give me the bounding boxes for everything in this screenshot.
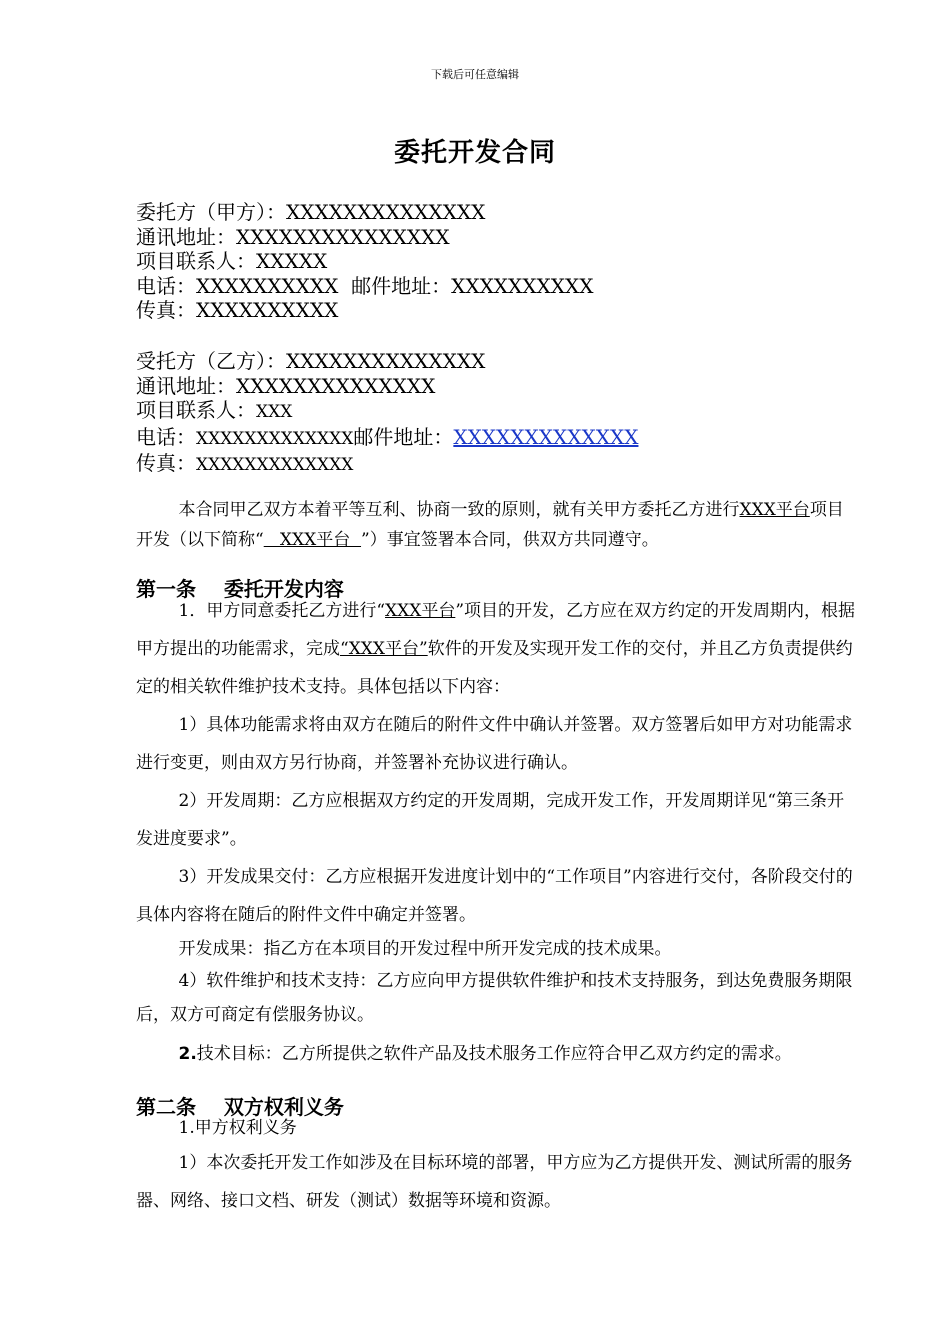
party-a-phone-email: 电话：XXXXXXXXXX 邮件地址：XXXXXXXXXX: [136, 273, 594, 298]
article-1-item-3: 3）开发成果交付：乙方应根据开发进度计划中的“工作项目”内容进行交付，各阶段交付的具体内容将在随后的附件文件中确定并签署。: [136, 867, 853, 925]
clause-1-text-a: 1．甲方同意委托乙方进行“: [178, 601, 386, 621]
party-a-name: 委托方（甲方）：XXXXXXXXXXXXXX: [136, 200, 486, 224]
article-1-body: [136, 592, 858, 1076]
party-b-email-label: 邮件地址：: [353, 424, 454, 449]
party-b-name: 受托方（乙方）：XXXXXXXXXXXXXX: [136, 349, 486, 373]
clause-1-text-c: 软件的开发及实现开发工作的交付，并且乙方负责提供约定的相关软件维护技术支持。具体包括以下内容：: [136, 639, 853, 697]
party-b-phone-value: XXXXXXXXXXXXX: [196, 428, 354, 449]
intro-short-name: XXX平台: [263, 530, 362, 550]
party-b-contact-value: XXX: [256, 402, 293, 422]
party-a-contact: 项目联系人：XXXXX: [136, 249, 328, 273]
party-b-phone-email: [136, 425, 856, 452]
article-1-clause-1: [136, 592, 858, 706]
article-1-deliverable-definition: 开发成果：指乙方在本项目的开发过程中所开发完成的技术成果。: [178, 939, 672, 959]
party-b-phone-label: 电话：: [136, 424, 196, 449]
clause-1-platform-quote: “XXX平台”: [340, 639, 428, 659]
party-b-fax-value: XXXXXXXXXXXXX: [196, 455, 354, 475]
article-2-section-1: 1.甲方权利义务: [178, 1118, 297, 1138]
clause-2-text: 技术目标：乙方所提供之软件产品及技术服务工作应符合甲乙双方约定的需求。: [196, 1044, 792, 1064]
party-a-address: 通讯地址：XXXXXXXXXXXXXXX: [136, 224, 450, 249]
article-1-clause-2: [136, 1032, 858, 1076]
article-2-heading: 第二条 双方权利义务: [136, 1095, 344, 1119]
article-2-body: [136, 1112, 858, 1220]
page-header-note: 下载后可任意编辑: [431, 68, 519, 81]
article-1-item-2: 2）开发周期：乙方应根据双方约定的开发周期，完成开发工作，开发周期详见“第三条开发进度要求”。: [136, 791, 845, 849]
party-b-block: [136, 349, 856, 478]
clause-1-text-b: ”项目的开发，乙方应在双方约定的开发周期内，根据甲方提出的功能需求，完成: [136, 601, 856, 659]
article-2-item-1: 1）本次委托开发工作如涉及在目标环境的部署，甲方应为乙方提供开发、测试所需的服务器、网络、接口文档、研发（测试）数据等环境和资源。: [136, 1153, 853, 1211]
article-1-item-1: 1）具体功能需求将由双方在随后的附件文件中确认并签署。双方签署后如甲方对功能需求进行变更，则由双方另行协商，并签署补充协议进行确认。: [136, 715, 853, 773]
clause-2-number: 2.: [178, 1044, 197, 1064]
party-b-email-link[interactable]: XXXXXXXXXXXXX: [453, 424, 639, 449]
intro-text-1: 本合同甲乙双方本着平等互利、协商一致的原则，就有关甲方委托乙方进行: [178, 500, 740, 520]
party-b-contact: [136, 398, 856, 425]
party-a-block: [136, 200, 856, 323]
party-b-fax: [136, 451, 856, 478]
party-a-fax: 传真：XXXXXXXXXX: [136, 298, 339, 322]
article-1-heading: 第一条 委托开发内容: [136, 577, 344, 601]
intro-platform-name: XXX平台: [739, 500, 810, 520]
document-title: 委托开发合同: [393, 138, 556, 168]
intro-paragraph: [136, 495, 858, 555]
clause-1-platform-name: XXX平台: [385, 601, 456, 621]
article-1-item-4: 4）软件维护和技术支持：乙方应向甲方提供软件维护和技术支持服务，到达免费服务期限后，双方可商定有偿服务协议。: [136, 971, 853, 1025]
party-b-fax-label: 传真：: [136, 451, 196, 475]
intro-text-2: 项目开发（以下简称“: [136, 500, 844, 550]
intro-text-3: ”）事宜签署本合同，供双方共同遵守。: [361, 530, 659, 550]
party-b-contact-label: 项目联系人：: [136, 398, 256, 422]
party-b-address: 通讯地址：XXXXXXXXXXXXXX: [136, 373, 436, 398]
